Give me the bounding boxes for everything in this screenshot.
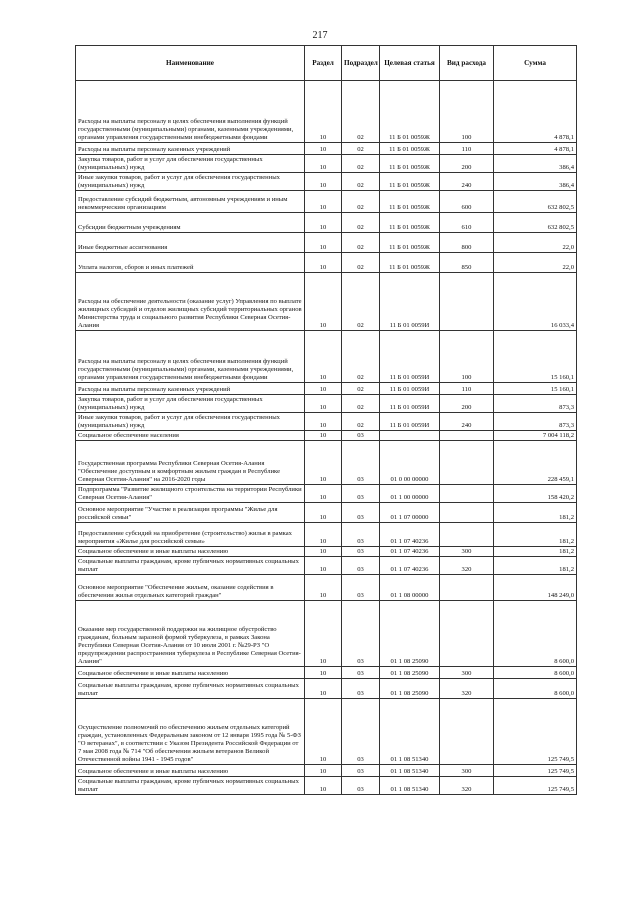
row-expense-type [440,575,494,601]
row-section: 10 [305,233,342,253]
row-expense-type: 110 [440,383,494,395]
row-target-article: 11 Б 01 0059Ж [380,253,440,273]
table-row [76,331,577,383]
row-name: Закупка товаров, работ и услуг для обеспечения государственных (муниципальных) нужд [76,395,305,413]
row-section: 10 [305,253,342,273]
row-target-article: 11 Б 01 0059И [380,395,440,413]
table-row [76,395,577,413]
table-row [76,765,577,777]
row-name: Закупка товаров, работ и услуг для обеспечения государственных (муниципальных) нужд [76,155,305,173]
row-expense-type: 200 [440,395,494,413]
row-target-article: 01 1 07 40236 [380,557,440,575]
row-sum: 158 420,2 [494,485,577,503]
row-target-article: 11 Б 01 0059Ж [380,233,440,253]
row-sum: 125 749,5 [494,765,577,777]
row-subsection: 03 [342,679,380,699]
row-subsection: 02 [342,155,380,173]
row-target-article: 11 Б 01 0059И [380,273,440,331]
row-target-article: 01 1 07 40236 [380,547,440,557]
row-subsection: 03 [342,485,380,503]
row-section: 10 [305,213,342,233]
row-subsection: 03 [342,503,380,523]
row-name: Социальные выплаты гражданам, кроме публичных нормативных социальных выплат [76,777,305,795]
row-target-article: 11 Б 01 0059Ж [380,213,440,233]
row-subsection: 03 [342,523,380,547]
header-sum: Сумма [494,46,577,81]
row-name: Иные закупки товаров, работ и услуг для обеспечения государственных (муниципальных) нужд [76,413,305,431]
row-expense-type [440,523,494,547]
table-row [76,213,577,233]
row-name: Уплата налогов, сборов и иных платежей [76,253,305,273]
row-name: Иные закупки товаров, работ и услуг для обеспечения государственных (муниципальных) нужд [76,173,305,191]
row-sum: 8 600,0 [494,601,577,667]
row-target-article: 11 Б 01 0059И [380,331,440,383]
table-row [76,699,577,765]
row-subsection: 02 [342,273,380,331]
row-sum: 8 600,0 [494,667,577,679]
row-name: Расходы на выплаты персоналу казенных учреждений [76,143,305,155]
row-section: 10 [305,523,342,547]
row-expense-type: 110 [440,143,494,155]
table-row [76,143,577,155]
row-sum: 15 160,1 [494,383,577,395]
row-name: Иные бюджетные ассигнования [76,233,305,253]
row-name: Социальные выплаты гражданам, кроме публичных нормативных социальных выплат [76,557,305,575]
row-sum: 386,4 [494,155,577,173]
row-section: 10 [305,441,342,485]
row-expense-type [440,601,494,667]
row-subsection: 03 [342,431,380,441]
row-name: Расходы на выплаты персоналу в целях обеспечения выполнения функций государственными (муниципальными) органами, казенными учреждениями, органами управления государственными внебюджетными фондами [76,81,305,143]
table-row [76,777,577,795]
row-subsection: 03 [342,601,380,667]
row-section: 10 [305,383,342,395]
table-row [76,441,577,485]
row-expense-type: 240 [440,173,494,191]
table-row [76,485,577,503]
header-section: Раздел [305,46,342,81]
row-expense-type [440,699,494,765]
row-section: 10 [305,575,342,601]
row-section: 10 [305,679,342,699]
row-name: Основное мероприятие "Участие в реализации программы "Жилье для российской семьи" [76,503,305,523]
table-row [76,575,577,601]
row-expense-type: 240 [440,413,494,431]
row-sum: 15 160,1 [494,331,577,383]
row-name: Социальное обеспечение и иные выплаты населению [76,667,305,679]
row-target-article: 01 0 00 00000 [380,441,440,485]
row-sum: 22,0 [494,253,577,273]
row-target-article: 11 Б 01 0059И [380,413,440,431]
row-sum: 181,2 [494,503,577,523]
row-section: 10 [305,765,342,777]
row-subsection: 02 [342,413,380,431]
table-row [76,273,577,331]
row-section: 10 [305,503,342,523]
row-sum: 7 004 118,2 [494,431,577,441]
row-name: Оказание мер государственной поддержки на жилищное обустройство гражданам, больным заразной формой туберкулеза, в рамках Закона Республики Северная Осетия-Алания от 10 июля 2001 г. №29-РЗ "О предупреждении распространения туберкулеза в Республике Северная Осетия-Алания" [76,601,305,667]
row-expense-type [440,441,494,485]
row-name: Основное мероприятие "Обеспечение жильем, оказание содействия в обеспечении жилья отдельных категорий граждан" [76,575,305,601]
row-expense-type: 300 [440,667,494,679]
table-row [76,155,577,173]
table-row [76,547,577,557]
row-sum: 632 802,5 [494,213,577,233]
row-subsection: 02 [342,233,380,253]
row-sum: 8 600,0 [494,679,577,699]
row-sum: 873,3 [494,413,577,431]
row-sum: 125 749,5 [494,777,577,795]
row-subsection: 02 [342,395,380,413]
row-target-article: 11 Б 01 0059Ж [380,143,440,155]
row-section: 10 [305,331,342,383]
table-row [76,667,577,679]
row-name: Государственная программа Республики Северная Осетия-Алания "Обеспечение доступным и комфортным жильем граждан в Республике Северная Осетия-Алания" на 2016-2020 годы [76,441,305,485]
row-sum: 181,2 [494,557,577,575]
row-target-article: 01 1 08 25090 [380,667,440,679]
row-section: 10 [305,699,342,765]
row-expense-type: 300 [440,547,494,557]
row-expense-type: 100 [440,331,494,383]
row-expense-type: 320 [440,557,494,575]
table-row [76,503,577,523]
row-expense-type: 300 [440,765,494,777]
row-target-article: 01 1 08 51340 [380,699,440,765]
header-expense-type: Вид расхода [440,46,494,81]
row-subsection: 02 [342,173,380,191]
table-row [76,601,577,667]
row-sum: 22,0 [494,233,577,253]
row-expense-type: 320 [440,679,494,699]
table-row [76,679,577,699]
row-section: 10 [305,155,342,173]
row-subsection: 02 [342,81,380,143]
table-row [76,557,577,575]
row-expense-type [440,485,494,503]
row-target-article: 01 1 08 00000 [380,575,440,601]
row-section: 10 [305,777,342,795]
table-header-row [76,46,577,81]
row-target-article: 11 Б 01 0059Ж [380,81,440,143]
header-subsection: Подраздел [342,46,380,81]
row-subsection: 03 [342,777,380,795]
row-section: 10 [305,547,342,557]
table-row [76,173,577,191]
row-name: Социальное обеспечение и иные выплаты населению [76,765,305,777]
row-target-article: 11 Б 01 0059И [380,383,440,395]
row-expense-type: 320 [440,777,494,795]
row-expense-type: 610 [440,213,494,233]
row-name: Расходы на выплаты персоналу казенных учреждений [76,383,305,395]
row-name: Социальные выплаты гражданам, кроме публичных нормативных социальных выплат [76,679,305,699]
row-subsection: 02 [342,253,380,273]
row-sum: 386,4 [494,173,577,191]
row-subsection: 02 [342,331,380,383]
row-sum: 873,3 [494,395,577,413]
row-name: Расходы на выплаты персоналу в целях обеспечения выполнения функций государственными (муниципальными) органами, казенными учреждениями, органами управления государственными внебюджетными фондами [76,331,305,383]
row-sum: 4 878,1 [494,81,577,143]
row-expense-type: 100 [440,81,494,143]
row-name: Социальное обеспечение населения [76,431,305,441]
row-subsection: 03 [342,667,380,679]
row-subsection: 02 [342,213,380,233]
table-row [76,253,577,273]
row-name: Субсидии бюджетным учреждениям [76,213,305,233]
row-subsection: 03 [342,557,380,575]
row-section: 10 [305,395,342,413]
row-sum: 181,2 [494,523,577,547]
row-expense-type: 200 [440,155,494,173]
row-subsection: 03 [342,547,380,557]
row-section: 10 [305,173,342,191]
row-name: Осуществление полномочий по обеспечению жильем отдельных категорий граждан, установленных Федеральным законом от 12 января 1995 года № 5-ФЗ "О ветеранах", в соответствии с Указом Президента Российской Федерации от 7 мая 2008 года № 714 "Об обеспечении жильем ветеранов Великой Отечественной войны 1941 - 1945 годов" [76,699,305,765]
row-name: Предоставление субсидий бюджетным, автономным учреждениям и иным некоммерческим организациям [76,191,305,213]
row-target-article: 01 1 08 51340 [380,765,440,777]
row-target-article: 11 Б 01 0059Ж [380,173,440,191]
row-section: 10 [305,273,342,331]
row-target-article: 01 1 07 40236 [380,523,440,547]
page-number: 217 [312,30,328,41]
row-sum: 125 749,5 [494,699,577,765]
table-row [76,431,577,441]
table-body [76,81,577,795]
row-subsection: 02 [342,383,380,395]
row-name: Расходы на обеспечение деятельности (оказание услуг) Управления по выплате жилищных субсидий и отделов жилищных субсидий территориальных органов Министерства труда и социального развития Республики Северная Осетия-Алания [76,273,305,331]
row-section: 10 [305,601,342,667]
row-expense-type [440,273,494,331]
row-subsection: 03 [342,441,380,485]
row-subsection: 03 [342,765,380,777]
row-sum: 16 033,4 [494,273,577,331]
row-target-article: 01 1 08 51340 [380,777,440,795]
header-name: Наименование [76,46,305,81]
row-sum: 181,2 [494,547,577,557]
row-section: 10 [305,413,342,431]
row-target-article [380,431,440,441]
row-sum: 4 878,1 [494,143,577,155]
row-subsection: 02 [342,191,380,213]
table-row [76,523,577,547]
row-section: 10 [305,191,342,213]
row-section: 10 [305,667,342,679]
row-target-article: 11 Б 01 0059Ж [380,191,440,213]
row-subsection: 03 [342,699,380,765]
row-expense-type: 800 [440,233,494,253]
row-expense-type [440,431,494,441]
row-subsection: 03 [342,575,380,601]
row-sum: 228 459,1 [494,441,577,485]
header-target-article: Целевая статья [380,46,440,81]
row-expense-type [440,503,494,523]
row-section: 10 [305,485,342,503]
table-row [76,413,577,431]
row-target-article: 01 1 08 25090 [380,679,440,699]
row-name: Предоставление субсидий на приобретение (строительство) жилья в рамках мероприятия «Жилье для российской семьи» [76,523,305,547]
row-section: 10 [305,431,342,441]
table-row [76,81,577,143]
row-sum: 632 802,5 [494,191,577,213]
row-subsection: 02 [342,143,380,155]
table-row [76,191,577,213]
row-section: 10 [305,81,342,143]
row-target-article: 01 1 08 25090 [380,601,440,667]
table-row [76,383,577,395]
row-expense-type: 600 [440,191,494,213]
row-target-article: 11 Б 01 0059Ж [380,155,440,173]
row-target-article: 01 1 07 00000 [380,503,440,523]
row-target-article: 01 1 00 00000 [380,485,440,503]
row-expense-type: 850 [440,253,494,273]
row-name: Подпрограмма "Развитие жилищного строительства на территории Республики Северная Осетия-Алания" [76,485,305,503]
row-name: Социальное обеспечение и иные выплаты населению [76,547,305,557]
row-section: 10 [305,143,342,155]
row-section: 10 [305,557,342,575]
budget-table [75,45,577,795]
row-sum: 148 249,0 [494,575,577,601]
table-row [76,233,577,253]
